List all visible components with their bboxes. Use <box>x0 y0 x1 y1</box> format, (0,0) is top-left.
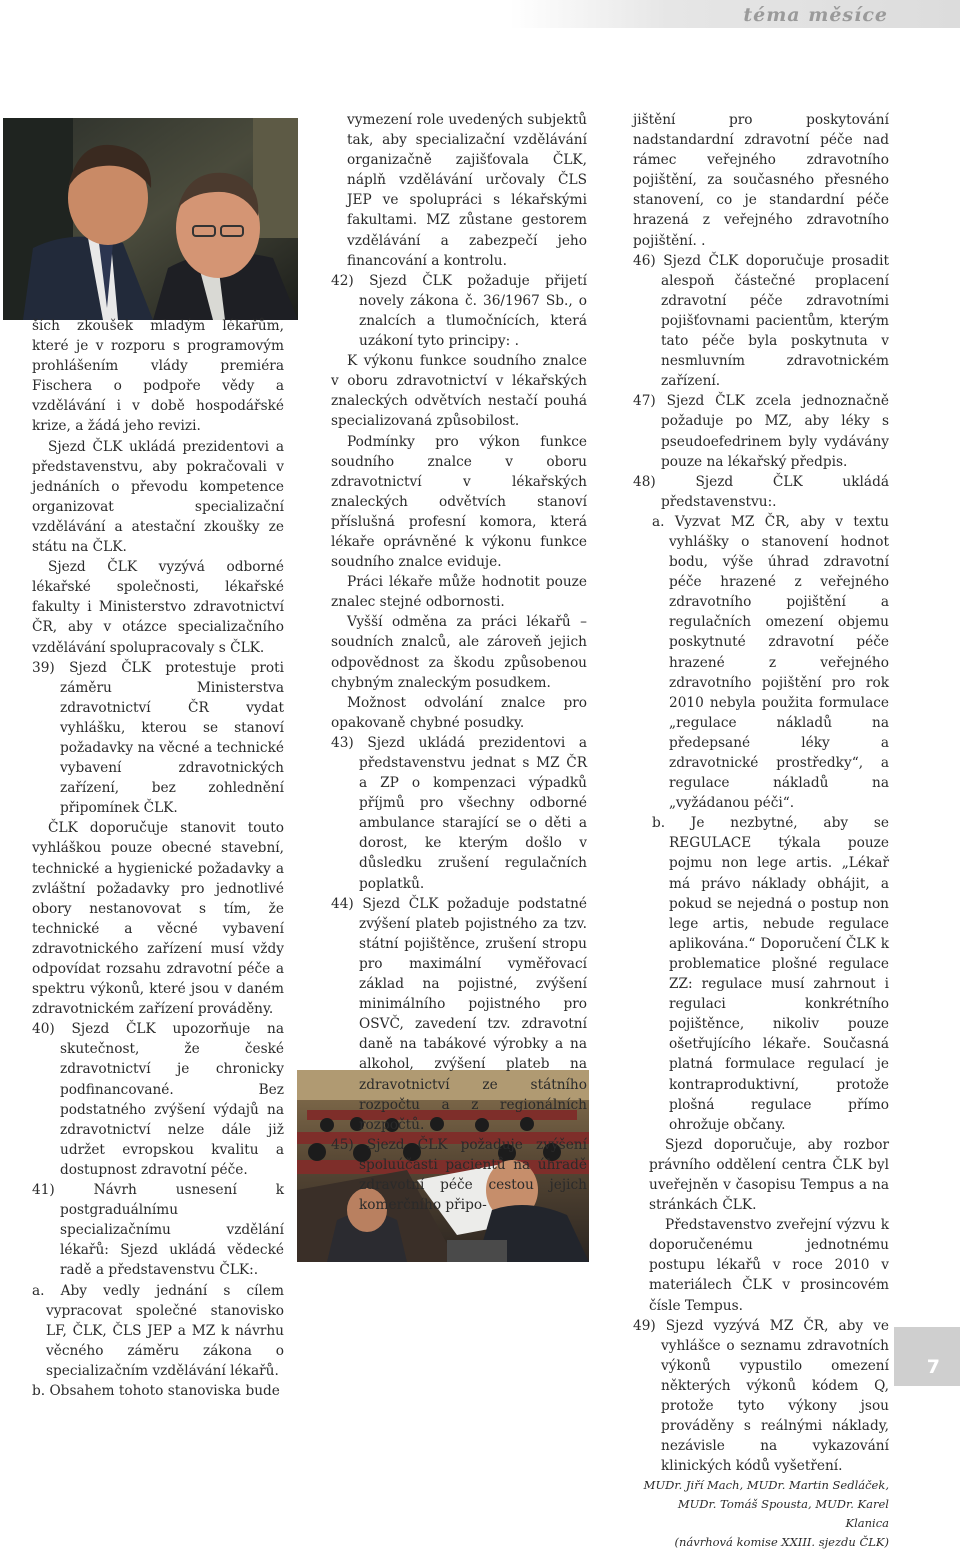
resolution-48: 48) Sjezd ČLK ukládá představenstvu:. <box>633 473 889 510</box>
paragraph: Sjezd ČLK ukládá prezidentovi a představenstvu, aby pokračovali v jednáních o převodu kompetence organizovat specializační vzdělávání a atestační zkoušky ze státu na ČLK. <box>32 438 284 556</box>
paragraph: Představenstvo zveřejní výzvu k doporučenému jednotnému postupu lékařů v roce 2010 v materiálech ČLK v prosincovém čísle Tempus. <box>649 1217 889 1314</box>
resolution-43: 43) Sjezd ukládá prezidentovi a představenstvu jednat s MZ ČR a ZP o kompenzaci výpadků příjmů pro všechny odborné ambulance starající se o děti a dorost, ke kterým došlo v důsledku zrušení regulačních poplatků. <box>331 734 587 892</box>
page-number: 7 <box>926 1356 940 1378</box>
paragraph: ČLK doporučuje stanovit touto vyhláškou pouze obecné stavební, technické a hygienické požadavky a zvláštní požadavky pro jednotlivé obory nestanovovat s tím, že technické a věcné vybavení zdravotnického zařízení musí vždy odpovídat rozsahu zdravotní péče a spektru výkonů, které jsou v daném zdravotnickém zařízení prováděny. <box>32 820 284 1018</box>
resolution-47: 47) Sjezd ČLK zcela jednoznačně požaduje po MZ, aby léky s pseudoefedrinem byly vydávány pouze na lékařský předpis. <box>633 393 889 470</box>
paragraph: Podmínky pro výkon funkce soudního znalce v oboru zdravotnictví v lékařských znaleckých odvětvích stanoví příslušná profesní komora, která lékaře oprávněné k výkonu funkce soudního znalce eviduje. <box>331 433 587 571</box>
section-label: téma měsíce <box>743 4 888 26</box>
text-column-3 <box>633 110 889 1552</box>
signature-block <box>633 1476 889 1552</box>
signature-line: MUDr. Jiří Mach, MUDr. Martin Sedláček, <box>643 1478 889 1493</box>
resolution-45: 45) Sjezd ČLK požaduje zvýšení spoluúčasti pacientů na úhradě zdravotní péče cestou jejich komerčního připo- <box>331 1136 587 1214</box>
resolution-49: 49) Sjezd vyzývá MZ ČR, aby ve vyhlášce o seznamu zdravotních výkonů vypustilo omezení některých výkonů kódem Q, protože tyto výkony jsou prováděny s reálnými náklady, nezávisle na vykazování klinických kódů vyšetření. <box>633 1317 889 1475</box>
paragraph: Vyšší odměna za práci lékařů – soudních znalců, ale zároveň jejich odpovědnost za škodu způsobenou chybným znaleckým posudkem. <box>331 614 587 691</box>
paragraph: Možnost odvolání znalce pro opakovaně chybné posudky. <box>331 694 587 731</box>
text-column-1 <box>32 316 284 1401</box>
resolution-41b: b. Obsahem tohoto stanoviska bude <box>32 1382 280 1399</box>
resolution-41: 41) Návrh usnesení k postgraduálnímu specializačnímu vzdělání lékařů: Sjezd ukládá vědecké radě a představenstvu ČLK:. <box>32 1182 284 1279</box>
resolution-41a: a. Aby vedly jednání s cílem vypracovat společné stanovisko LF, ČLK, ČLS JEP a MZ k návrhu věcného záměru zákona o specializačním vzdělávání lékařů. <box>32 1282 284 1379</box>
paragraph: jištění pro poskytování nadstandardní zdravotní péče nad rámec veřejného zdravotního pojištění, za současného přesného stanovení, co je standardní péče hrazená z veřejného zdravotního pojištění. . <box>633 112 889 249</box>
photo-two-men <box>3 118 298 320</box>
resolution-39: 39) Sjezd ČLK protestuje proti záměru Ministerstva zdravotnictví ČR vydat vyhlášku, kterou se stanoví požadavky na věcné a technické vybavení zdravotnických zařízení, bez zohlednění připomínek ČLK. <box>32 659 284 817</box>
paragraph: Sjezd doporučuje, aby rozbor právního oddělení centra ČLK byl uveřejněn v časopisu Tempus a na stránkách ČLK. <box>649 1136 889 1214</box>
resolution-48b: b. Je nezbytné, aby se REGULACE týkala pouze pojmu non lege artis. „Lékař má právo náklady obhájit, a pokud se nejedná o postup non lege artis, nebude regulace aplikována.“ Doporučení ČLK k problematice plošné regulace ZZ: regulace musí zahrnout i regulaci konkrétního pojištěnce, nikoliv pouze ošetřujícího lékaře. Současná platná formulace regulací je kontraproduktivní, protože plošná regulace přímo ohrožuje občany. <box>652 815 889 1133</box>
paragraph: Práci lékaře může hodnotit pouze znalec stejné odbornosti. <box>331 574 587 611</box>
resolution-48a: a. Vyzvat MZ ČR, aby v textu vyhlášky o stanovení hodnot bodu, výše úhrad zdravotní péče hrazené z veřejného zdravotního pojištění a regulačních omezení objemu poskytnuté zdravotní péče hrazené z veřejného zdravotního pojištění pro rok 2010 nebyla použita formulace „regulace nákladů na předepsané léky a zdravotnické prostředky“, a regulace nákladů na „vyžádanou péči“. <box>652 513 889 812</box>
paragraph: vymezení role uvedených subjektů tak, aby specializační vzdělávání organizačně zajišťovala ČLK, náplň vzdělávání určovaly ČLS JEP ve spolupráci s lékařskými fakultami. MZ zůstane gestorem vzdělávání a zabezpečí jeho financování a kontrolu. <box>347 112 587 269</box>
resolution-40: 40) Sjezd ČLK upozorňuje na skutečnost, že české zdravotnictví je chronicky podfinancované. Bez podstatného zvýšení výdajů na zdravotnictví nelze dále již udržet evropskou kvalitu a dostupnost zdravotní péče. <box>32 1021 284 1178</box>
paragraph: K výkonu funkce soudního znalce v oboru zdravotnictví v lékařských znaleckých odvětvích nestačí pouhá specializovaná způsobilost. <box>331 353 587 430</box>
paragraph: Sjezd ČLK vyzývá odborné lékařské společnosti, lékařské fakulty i Ministerstvo zdravotnictví ČR, aby v otázce specializačního vzdělávání spolupracovaly s ČLK. <box>32 559 284 656</box>
header-bar <box>510 0 960 28</box>
page-number-box <box>894 1327 960 1386</box>
paragraph: ších zkoušek mladým lékařům, které je v rozporu s programovým prohlášením vlády premiéra Fischera o podpoře vědy a vzdělávání i v době hospodářské krize, a žádá jeho revizi. <box>32 318 284 435</box>
resolution-42: 42) Sjezd ČLK požaduje přijetí novely zákona č. 36/1967 Sb., o znalcích a tlumočnících, která uzákoní tyto principy: . <box>331 272 587 350</box>
resolution-46: 46) Sjezd ČLK doporučuje prosadit alespoň částečné proplacení zdravotní péče zdravotními pojišťovnami pacientům, kterým tato péče byla poskytnuta v nesmluvním zdravotnickém zařízení. <box>633 252 889 390</box>
signature-line: MUDr. Tomáš Spousta, MUDr. Karel Klanica <box>677 1497 889 1531</box>
text-column-2 <box>331 110 587 1215</box>
resolution-44: 44) Sjezd ČLK požaduje podstatné zvýšení plateb pojistného za tzv. státní pojištěnce, zrušení stropu pro maximální vyměřovací základ na pojistné, zvýšení minimálního pojistného pro OSVČ, zavedení tzv. zdravotní daně na tabákové výrobky a na alkohol, zvýšení plateb na zdravotnictví ze státního rozpočtu a z regionálních rozpočtů. <box>331 895 587 1133</box>
signature-line: (návrhová komise XXIII. sjezdu ČLK) <box>674 1535 889 1550</box>
